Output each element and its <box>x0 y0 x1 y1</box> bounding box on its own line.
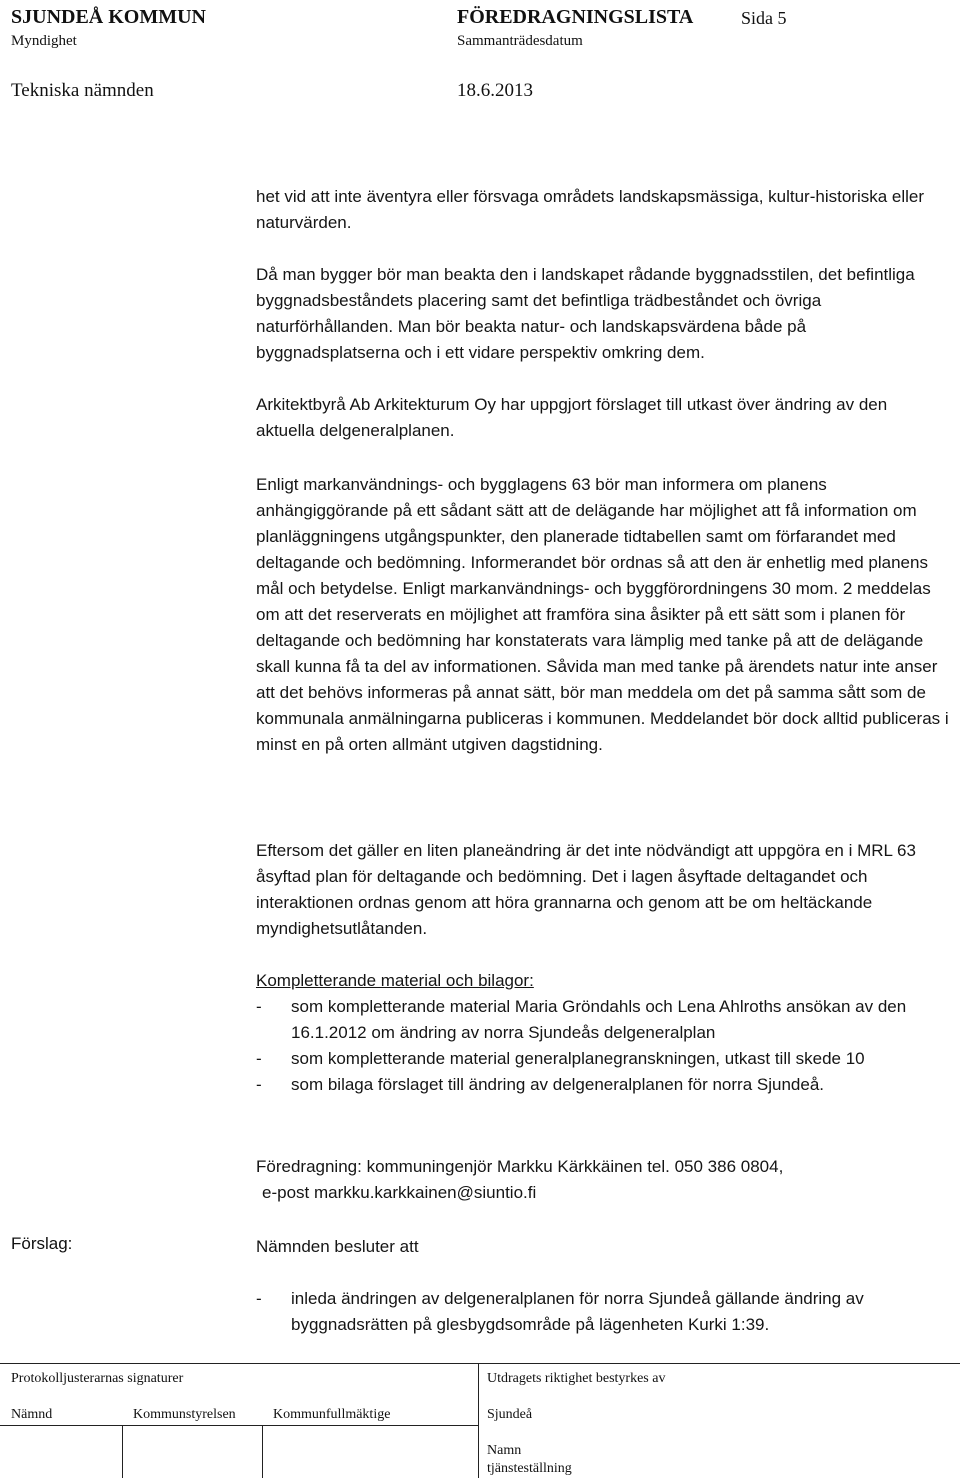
page-number: Sida 5 <box>741 8 787 28</box>
signature-footer <box>0 1363 960 1478</box>
verified-label: Utdragets riktighet bestyrkes av <box>487 1371 666 1386</box>
paragraph-text: het vid att inte äventyra eller försvaga områdets landskapsmässiga, kultur-historiska eller naturvärden. <box>256 187 925 232</box>
dash-bullet: - <box>256 1289 262 1308</box>
authority-label: Myndighet <box>11 33 77 49</box>
attachment-item <box>256 994 954 1046</box>
municipality-name: SJUNDEÅ KOMMUN <box>11 6 206 28</box>
paragraph-text: Eftersom det gäller en liten planeändring är det inte nödvändigt att uppgöra en i MRL 63 åsyftad plan för deltagande och bedömning. Det i lagen åsyftade deltagandet och interaktionen ordnas genom att höra grannarna och genom att be om heltäckande myndighetsutlåtanden. <box>256 841 916 938</box>
attachment-text: som bilaga förslaget till ändring av delgeneralplanen för norra Sjundeå. <box>291 1075 825 1094</box>
proposal-item <box>256 1286 936 1338</box>
attachment-text: som kompletterande material Maria Gröndahls och Lena Ahlroths ansökan av den 16.1.2012 om ändring av norra Sjundeås delgeneralplan <box>291 997 907 1042</box>
attachment-item <box>256 1046 954 1072</box>
paragraph-1 <box>256 184 946 236</box>
attachment-text: som kompletterande material generalplanegranskningen, utkast till skede 10 <box>291 1049 865 1068</box>
dash-bullet: - <box>256 1049 262 1068</box>
footer-top-rule <box>0 1363 960 1364</box>
presenter-email: e-post markku.karkkainen@siuntio.fi <box>262 1183 537 1202</box>
presenter-line: Föredragning: kommuningenjör Markku Kärkkäinen tel. 050 386 0804, <box>256 1157 784 1176</box>
meeting-date-label: Sammanträdesdatum <box>457 33 583 49</box>
authority-name: Tekniska nämnden <box>11 80 154 101</box>
proposal-intro <box>256 1234 954 1260</box>
presenter-block <box>256 1154 954 1206</box>
meeting-date: 18.6.2013 <box>457 80 533 101</box>
paragraph-text: Då man bygger bör man beakta den i landskapet rådande byggnadsstilen, det befintliga byggnadsbeståndets placering samt det befintliga trädbeståndet och övriga naturförhållanden. Man bör beakta natur- och landskapsvärdena både på byggnadsplatserna och i ett vidare perspektiv omkring dem. <box>256 265 915 362</box>
proposal-label: Förslag: <box>11 1234 73 1253</box>
position-label: tjänsteställning <box>487 1461 572 1476</box>
dash-bullet: - <box>256 997 262 1016</box>
name-label: Namn <box>487 1443 522 1458</box>
paragraph-4 <box>256 472 954 758</box>
proposal-item-text: inleda ändringen av delgeneralplanen för norra Sjundeå gällande ändring av byggnadsrätten på glesbygdsområde på lägenheten Kurki 1:39. <box>291 1289 864 1334</box>
attachments-section <box>256 968 954 1098</box>
body-kommunstyrelsen: Kommunstyrelsen <box>133 1407 236 1422</box>
signature-row-rule <box>0 1425 478 1426</box>
paragraph-text: Arkitektbyrå Ab Arkitekturum Oy har uppgjort förslaget till utkast över ändring av den aktuella delgeneralplanen. <box>256 395 888 440</box>
paragraph-5 <box>256 838 954 942</box>
document-type: FÖREDRAGNINGSLISTA <box>457 6 694 28</box>
signature-cell-divider <box>262 1425 263 1478</box>
proposal-intro-text: Nämnden besluter att <box>256 1237 419 1256</box>
place-label: Sjundeå <box>487 1407 533 1422</box>
signature-cell-divider <box>122 1425 123 1478</box>
attachment-item <box>256 1072 954 1098</box>
body-kommunfullmaktige: Kommunfullmäktige <box>273 1407 391 1422</box>
footer-divider <box>478 1363 479 1478</box>
attachments-heading: Kompletterande material och bilagor: <box>256 971 534 990</box>
body-nämnd: Nämnd <box>11 1407 53 1422</box>
paragraph-text: Enligt markanvändnings- och bygglagens 63 bör man informera om planens anhängiggörande på ett sådant sätt att de delägande har möjlighet att få information om planläggningens utgångspunkter, den planerade tidtabellen samt om förfarandet med deltagande och bedömning. Informerandet bör ordnas så att den är enhetlig med planens mål och betydelse. Enligt markanvändnings- och byggförordningens 30 mom. 2 meddelas om att det reserverats en möjlighet att framföra sina åsikter på ett sätt som i planen för deltagande och bedömning har konstaterats vara lämplig med tanke på att de delägande skall kunna få ta del av informationen. Såvida man med tanke på ärendets natur inte anser att det behövs informeras på annat sätt, bör man meddela om det på samma sått som de kommunala anmälningarna publiceras i kommunen. Meddelandet bör dock alltid publiceras i minst en på orten allmänt utgiven dagstidning. <box>256 475 949 754</box>
paragraph-3 <box>256 392 926 444</box>
signatures-label: Protokolljusterarnas signaturer <box>11 1371 184 1386</box>
proposal-list <box>256 1286 936 1338</box>
paragraph-2 <box>256 262 952 366</box>
dash-bullet: - <box>256 1075 262 1094</box>
